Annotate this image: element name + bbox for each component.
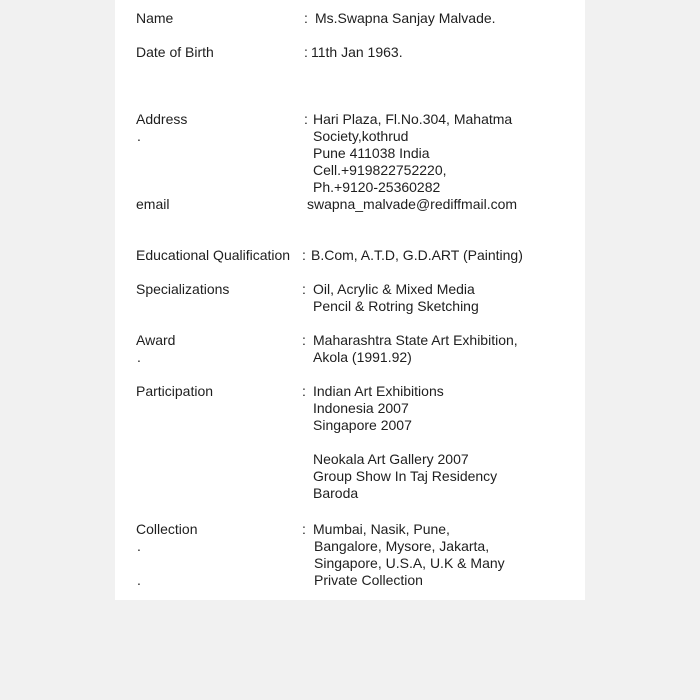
award-item: Maharashtra State Art Exhibition, <box>313 332 518 348</box>
email-label: email <box>136 196 170 212</box>
specialization-item: Pencil & Rotring Sketching <box>313 298 479 314</box>
participation-item: Singapore 2007 <box>313 417 412 433</box>
dob-value: 11th Jan 1963. <box>311 44 403 60</box>
collection-item: Bangalore, Mysore, Jakarta, <box>314 538 490 554</box>
award-item: Akola (1991.92) <box>313 349 412 365</box>
dob-colon: : <box>304 44 308 60</box>
address-line: Society,kothrud <box>313 128 409 144</box>
address-line: Cell.+919822752220, <box>313 162 447 178</box>
participation-item: Indian Art Exhibitions <box>313 383 444 399</box>
address-line: Ph.+9120-25360282 <box>313 179 441 195</box>
collection-colon: : <box>302 521 306 537</box>
specializations-colon: : <box>302 281 306 297</box>
address-label: Address <box>136 111 188 127</box>
resume-page <box>115 0 585 600</box>
address-marker: . <box>137 128 141 144</box>
email-value[interactable]: swapna_malvade@rediffmail.com <box>307 196 518 212</box>
dob-label: Date of Birth <box>136 44 214 60</box>
collection-item: Mumbai, Nasik, Pune, <box>313 521 450 537</box>
address-line: Pune 411038 India <box>313 145 430 161</box>
collection-marker: . <box>137 572 141 588</box>
award-marker: . <box>137 349 141 365</box>
specializations-label: Specializations <box>136 281 230 297</box>
participation-colon: : <box>302 383 306 399</box>
specialization-item: Oil, Acrylic & Mixed Media <box>313 281 475 297</box>
participation-item: Group Show In Taj Residency <box>313 468 498 484</box>
education-label: Educational Qualification <box>136 247 291 263</box>
participation-item: Indonesia 2007 <box>313 400 409 416</box>
name-label: Name <box>136 10 174 26</box>
collection-label: Collection <box>136 521 198 537</box>
participation-label: Participation <box>136 383 214 399</box>
award-label: Award <box>136 332 176 348</box>
education-value: B.Com, A.T.D, G.D.ART (Painting) <box>311 247 523 263</box>
address-line: Hari Plaza, Fl.No.304, Mahatma <box>313 111 513 127</box>
collection-item: Singapore, U.S.A, U.K & Many <box>314 555 505 571</box>
award-colon: : <box>302 332 306 348</box>
name-colon: : <box>304 10 308 26</box>
collection-item: Private Collection <box>314 572 423 588</box>
participation-item: Baroda <box>313 485 359 501</box>
name-value: Ms.Swapna Sanjay Malvade. <box>315 10 496 26</box>
education-colon: : <box>302 247 306 263</box>
address-colon: : <box>304 111 308 127</box>
collection-marker: . <box>137 538 141 554</box>
participation-item: Neokala Art Gallery 2007 <box>313 451 469 467</box>
